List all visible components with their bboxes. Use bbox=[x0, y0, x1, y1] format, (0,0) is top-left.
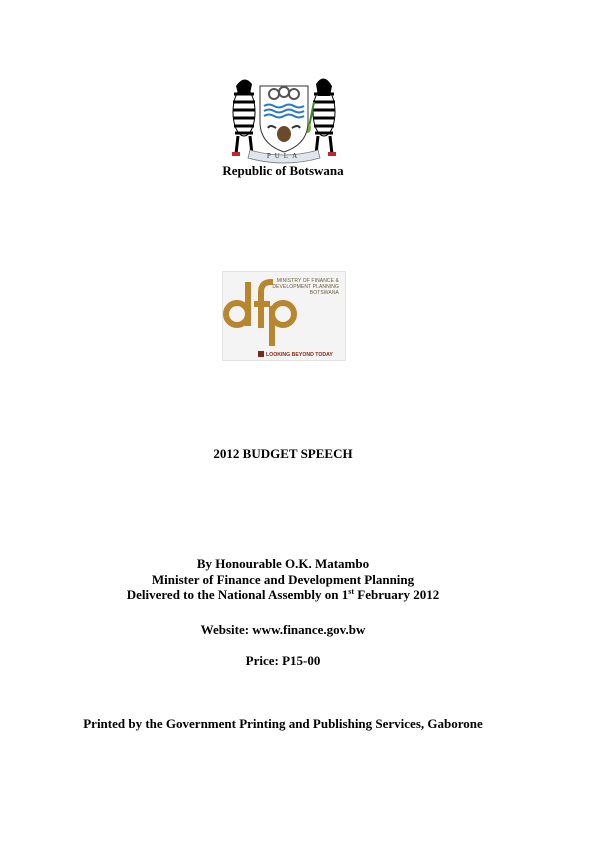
left-zebra-icon bbox=[232, 79, 255, 156]
coat-of-arms-emblem bbox=[222, 72, 346, 164]
website-line: Website: www.finance.gov.bw bbox=[200, 622, 366, 637]
ministry-logo-line2: DEVELOPMENT PLANNING bbox=[272, 284, 339, 290]
motto-ribbon bbox=[248, 150, 320, 163]
author-line: By Honourable O.K. Matambo bbox=[196, 556, 370, 571]
ministry-tagline: LOOKING BEYOND TODAY bbox=[266, 352, 333, 358]
delivery-date-line bbox=[0, 587, 566, 603]
shield-icon bbox=[260, 86, 308, 152]
motto-text: PULA bbox=[266, 152, 302, 160]
tagline-square-icon bbox=[258, 351, 264, 357]
delivery-ordinal: st bbox=[348, 587, 355, 596]
speech-title: 2012 BUDGET SPEECH bbox=[213, 446, 353, 461]
printer-line: Printed by the Government Printing and Publishing Services, Gaborone bbox=[83, 716, 483, 731]
delivery-suffix: February 2012 bbox=[354, 587, 440, 602]
delivery-prefix: Delivered to the National Assembly on 1 bbox=[126, 587, 349, 602]
ministry-logo-line1: MINISTRY OF FINANCE & bbox=[276, 278, 339, 284]
price-line: Price: P15-00 bbox=[245, 653, 321, 668]
ministry-logo bbox=[222, 271, 346, 361]
right-zebra-icon bbox=[305, 78, 336, 156]
coat-of-arms-icon bbox=[222, 72, 346, 164]
minister-title: Minister of Finance and Development Planning bbox=[151, 572, 415, 587]
ministry-logo-line3: BOTSWANA bbox=[309, 290, 339, 296]
country-name: Republic of Botswana bbox=[222, 163, 344, 178]
